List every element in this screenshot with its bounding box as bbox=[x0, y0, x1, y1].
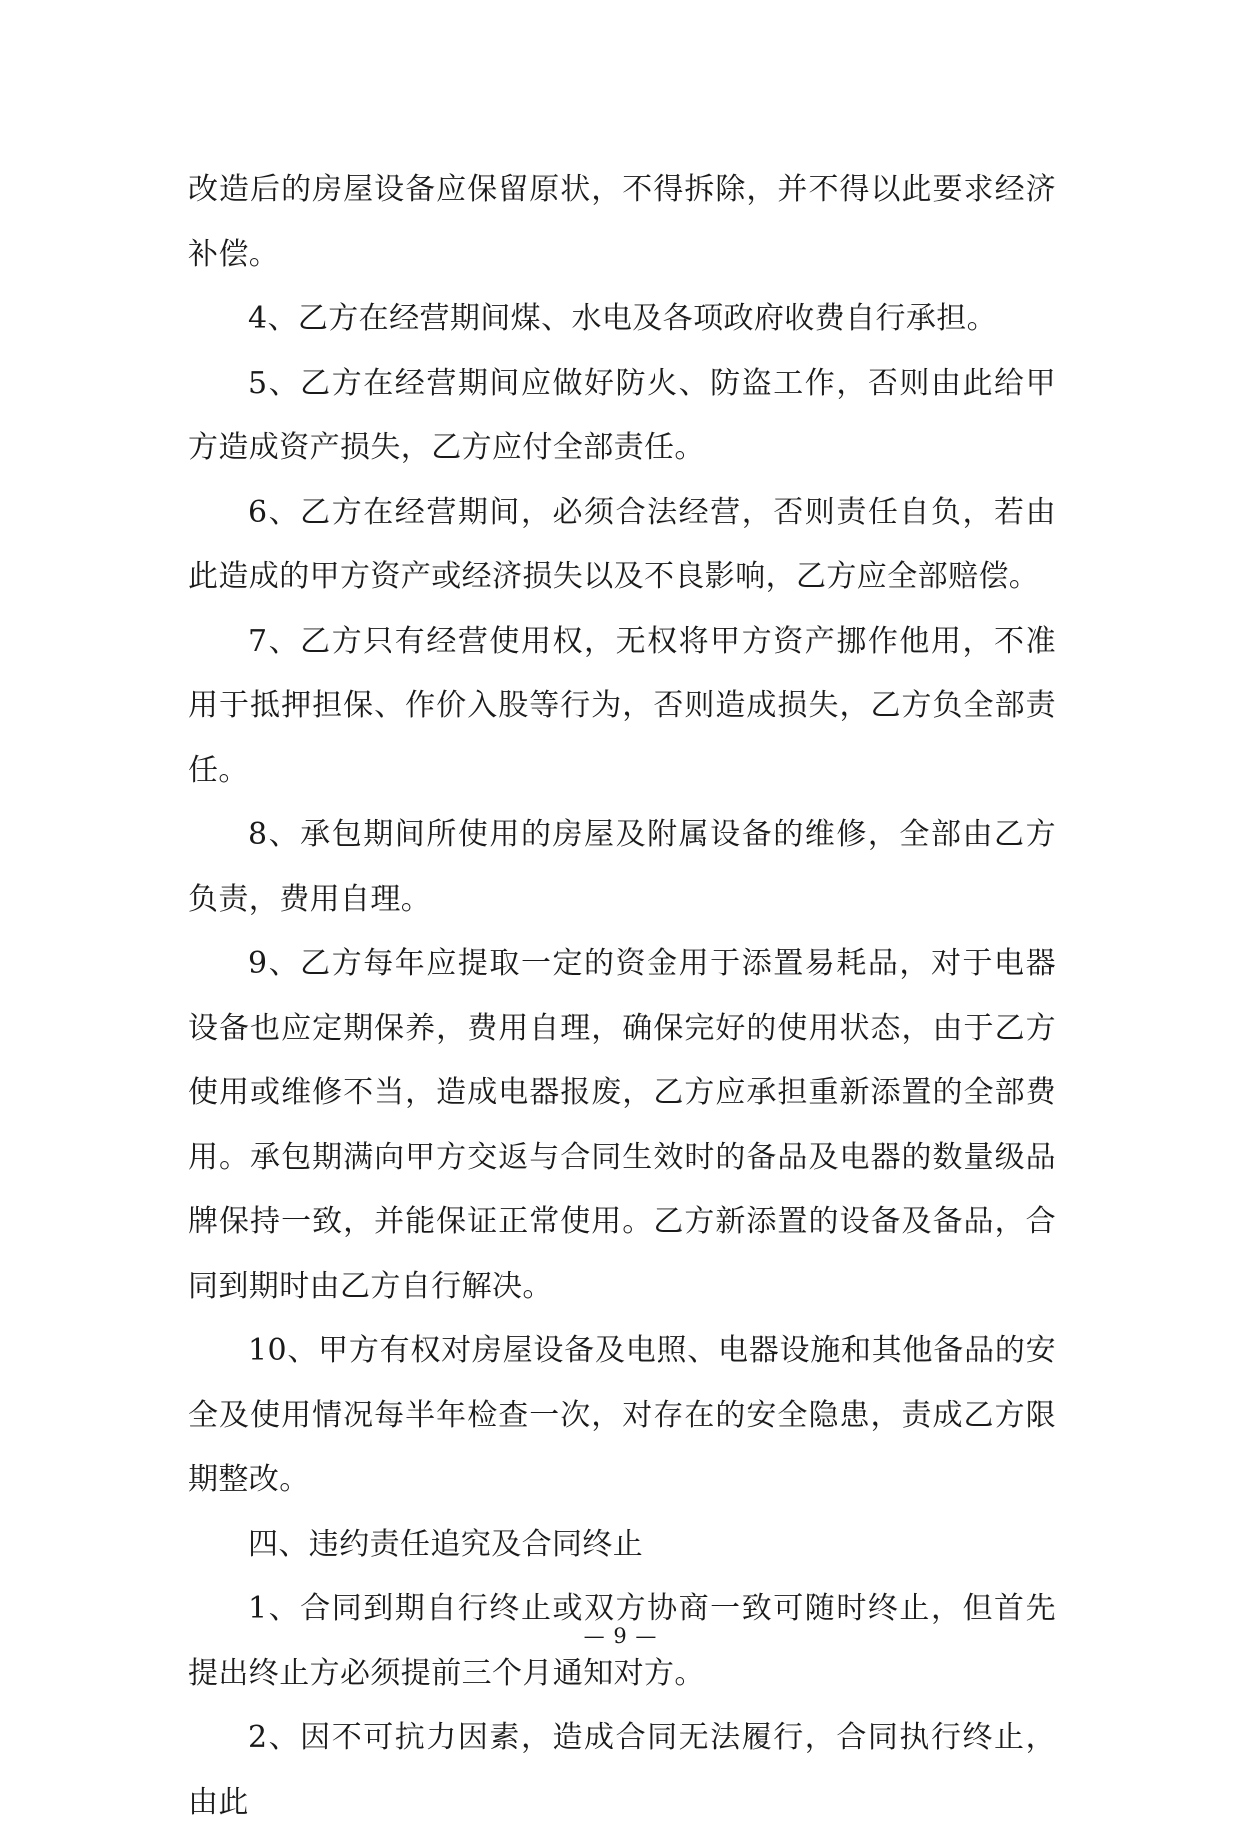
body-text bbox=[188, 158, 1056, 1835]
paragraph-2: 4、乙方在经营期间煤、水电及各项政府收费自行承担。 bbox=[248, 301, 998, 336]
paragraph-7: 9、乙方每年应提取一定的资金用于添置易耗品，对于电器设备也应定期保养，费用自理，确保完好的使用状态，由于乙方使用或维修不当，造成电器报废，乙方应承担重新添置的全部费用。承包期满向甲方交返与合同生效时的备品及电器的数量级品牌保持一致，并能保证正常使用。乙方新添置的设备及备品，合同到期时由乙方自行解决。 bbox=[188, 946, 1056, 1304]
paragraph-8: 10、甲方有权对房屋设备及电照、电器设施和其他备品的安全及使用情况每半年检查一次，对存在的安全隐患，责成乙方限期整改。 bbox=[188, 1333, 1056, 1497]
section-heading: 四、违约责任追究及合同终止 bbox=[248, 1526, 644, 1562]
paragraph-6: 8、承包期间所使用的房屋及附属设备的维修，全部由乙方负责，费用自理。 bbox=[188, 817, 1056, 917]
paragraph-10: 2、因不可抗力因素，造成合同无法履行，合同执行终止，由此 bbox=[188, 1720, 1056, 1820]
paragraph-5: 7、乙方只有经营使用权，无权将甲方资产挪作他用，不准用于抵押担保、作价入股等行为，否则造成损失，乙方负全部责任。 bbox=[188, 623, 1056, 788]
page-number: — 9 — bbox=[583, 1624, 658, 1648]
paragraph-4: 6、乙方在经营期间，必须合法经营，否则责任自负，若由此造成的甲方资产或经济损失以及不良影响，乙方应全部赔偿。 bbox=[188, 494, 1056, 594]
paragraph-1: 改造后的房屋设备应保留原状，不得拆除，并不得以此要求经济补偿。 bbox=[188, 172, 1056, 272]
paragraph-9: 1、合同到期自行终止或双方协商一致可随时终止，但首先提出终止方必须提前三个月通知对方。 bbox=[188, 1591, 1056, 1691]
paragraph-3: 5、乙方在经营期间应做好防火、防盗工作，否则由此给甲方造成资产损失，乙方应付全部责任。 bbox=[188, 365, 1056, 465]
